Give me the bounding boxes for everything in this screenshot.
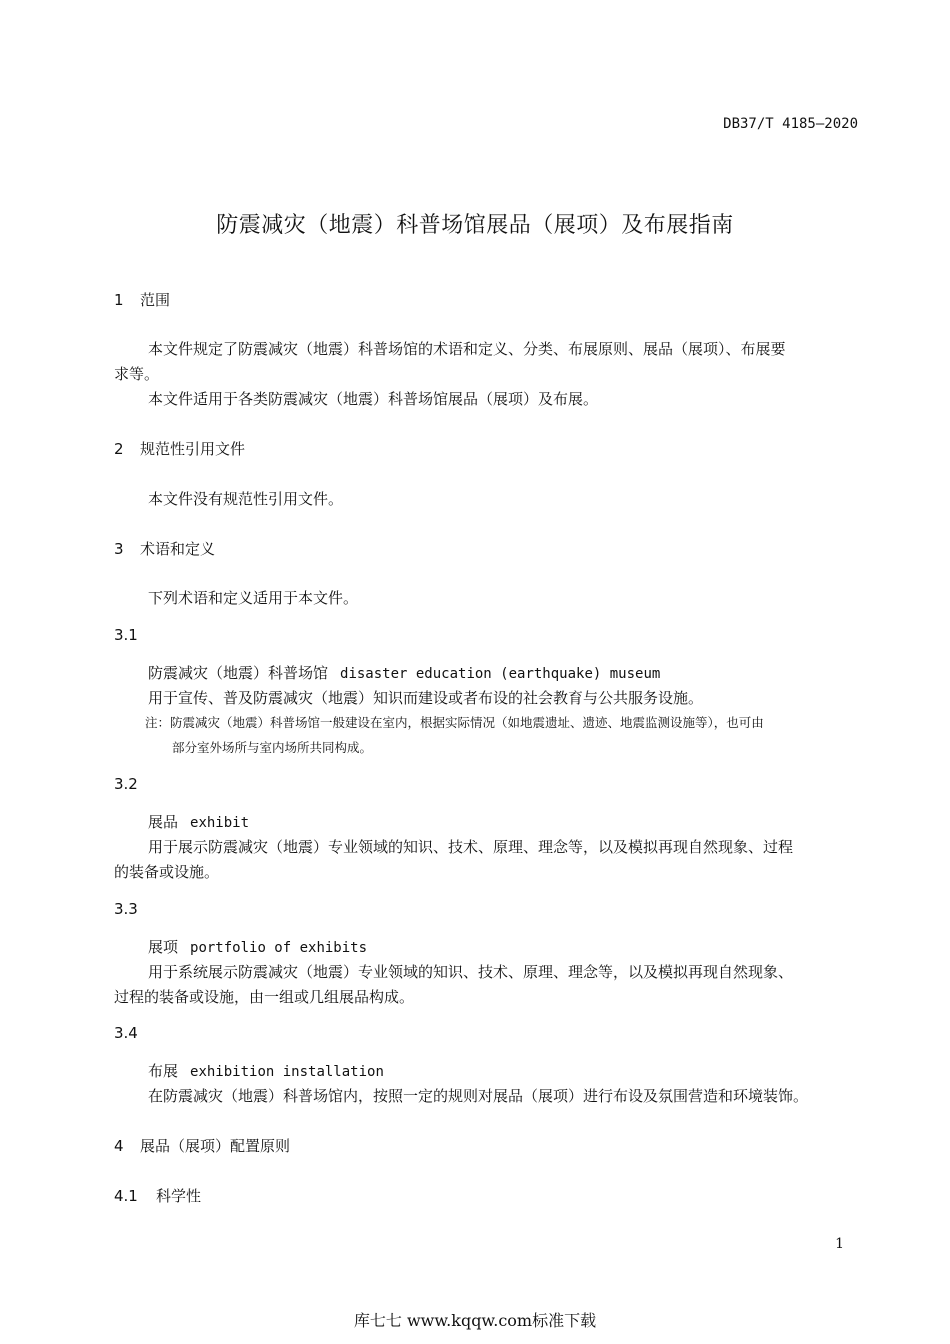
section-2-paragraph: 本文件没有规范性引用文件。 xyxy=(148,490,344,508)
page-number: 1 xyxy=(835,1236,844,1252)
section-number: 2 xyxy=(114,440,124,458)
section-title: 范围 xyxy=(140,291,171,309)
term-3-3 xyxy=(148,936,367,957)
term-3-1-note: 注：防震减灾（地震）科普场馆一般建设在室内，根据实际情况（如地震遗址、遗迹、地震监测设施等），也可由 xyxy=(145,715,764,730)
term-3-1 xyxy=(148,662,660,683)
section-number: 3 xyxy=(114,540,124,558)
section-1-paragraph-1-cont: 求等。 xyxy=(114,365,160,383)
term-english: exhibit xyxy=(190,815,250,831)
term-3-4 xyxy=(148,1060,384,1081)
section-2-heading xyxy=(114,438,245,459)
section-number: 4 xyxy=(114,1137,124,1155)
section-title: 术语和定义 xyxy=(140,540,216,558)
section-4-heading xyxy=(114,1135,290,1156)
term-3-3-definition-cont: 过程的装备或设施，由一组或几组展品构成。 xyxy=(114,988,415,1006)
section-number: 1 xyxy=(114,291,124,309)
section-1-heading xyxy=(114,289,170,310)
term-3-2-definition: 用于展示防震减灾（地震）专业领域的知识、技术、原理、理念等，以及模拟再现自然现象、过程 xyxy=(148,838,794,856)
term-name: 防震减灾（地震）科普场馆 xyxy=(148,664,329,682)
section-title: 展品（展项）配置原则 xyxy=(140,1137,291,1155)
section-3-intro: 下列术语和定义适用于本文件。 xyxy=(148,589,359,607)
subsection-title: 科学性 xyxy=(156,1187,202,1205)
term-3-4-definition: 在防震减灾（地震）科普场馆内，按照一定的规则对展品（展项）进行布设及氛围营造和环境装饰。 xyxy=(148,1087,809,1105)
term-3-1-note-cont: 部分室外场所与室内场所共同构成。 xyxy=(172,740,373,755)
term-name: 展项 xyxy=(148,938,179,956)
term-3-3-definition: 用于系统展示防震减灾（地震）专业领域的知识、技术、原理、理念等，以及模拟再现自然现象、 xyxy=(148,963,794,981)
term-name: 布展 xyxy=(148,1062,179,1080)
term-english: portfolio of exhibits xyxy=(190,940,368,956)
document-title: 防震减灾（地震）科普场馆展品（展项）及布展指南 xyxy=(216,213,734,238)
clause-3-3-number: 3.3 xyxy=(114,900,138,918)
section-1-paragraph-2: 本文件适用于各类防震减灾（地震）科普场馆展品（展项）及布展。 xyxy=(148,390,599,408)
subsection-4-1-heading xyxy=(114,1185,201,1206)
clause-3-4-number: 3.4 xyxy=(114,1024,138,1042)
term-english: disaster education (earthquake) museum xyxy=(340,666,661,682)
section-title: 规范性引用文件 xyxy=(140,440,246,458)
term-3-1-definition: 用于宣传、普及防震减灾（地震）知识而建设或者布设的社会教育与公共服务设施。 xyxy=(148,689,704,707)
term-name: 展品 xyxy=(148,813,179,831)
term-3-2-definition-cont: 的装备或设施。 xyxy=(114,863,220,881)
standard-code: DB37/T 4185—2020 xyxy=(723,116,858,132)
clause-3-1-number: 3.1 xyxy=(114,626,138,644)
clause-3-2-number: 3.2 xyxy=(114,775,138,793)
section-3-heading xyxy=(114,538,215,559)
subsection-number: 4.1 xyxy=(114,1187,138,1205)
term-english: exhibition installation xyxy=(190,1064,384,1080)
section-1-paragraph-1: 本文件规定了防震减灾（地震）科普场馆的术语和定义、分类、布展原则、展品（展项）、布展要 xyxy=(148,340,786,358)
footer-watermark: 库七七 www.kqqw.com标准下载 xyxy=(353,1311,597,1330)
term-3-2 xyxy=(148,811,249,832)
